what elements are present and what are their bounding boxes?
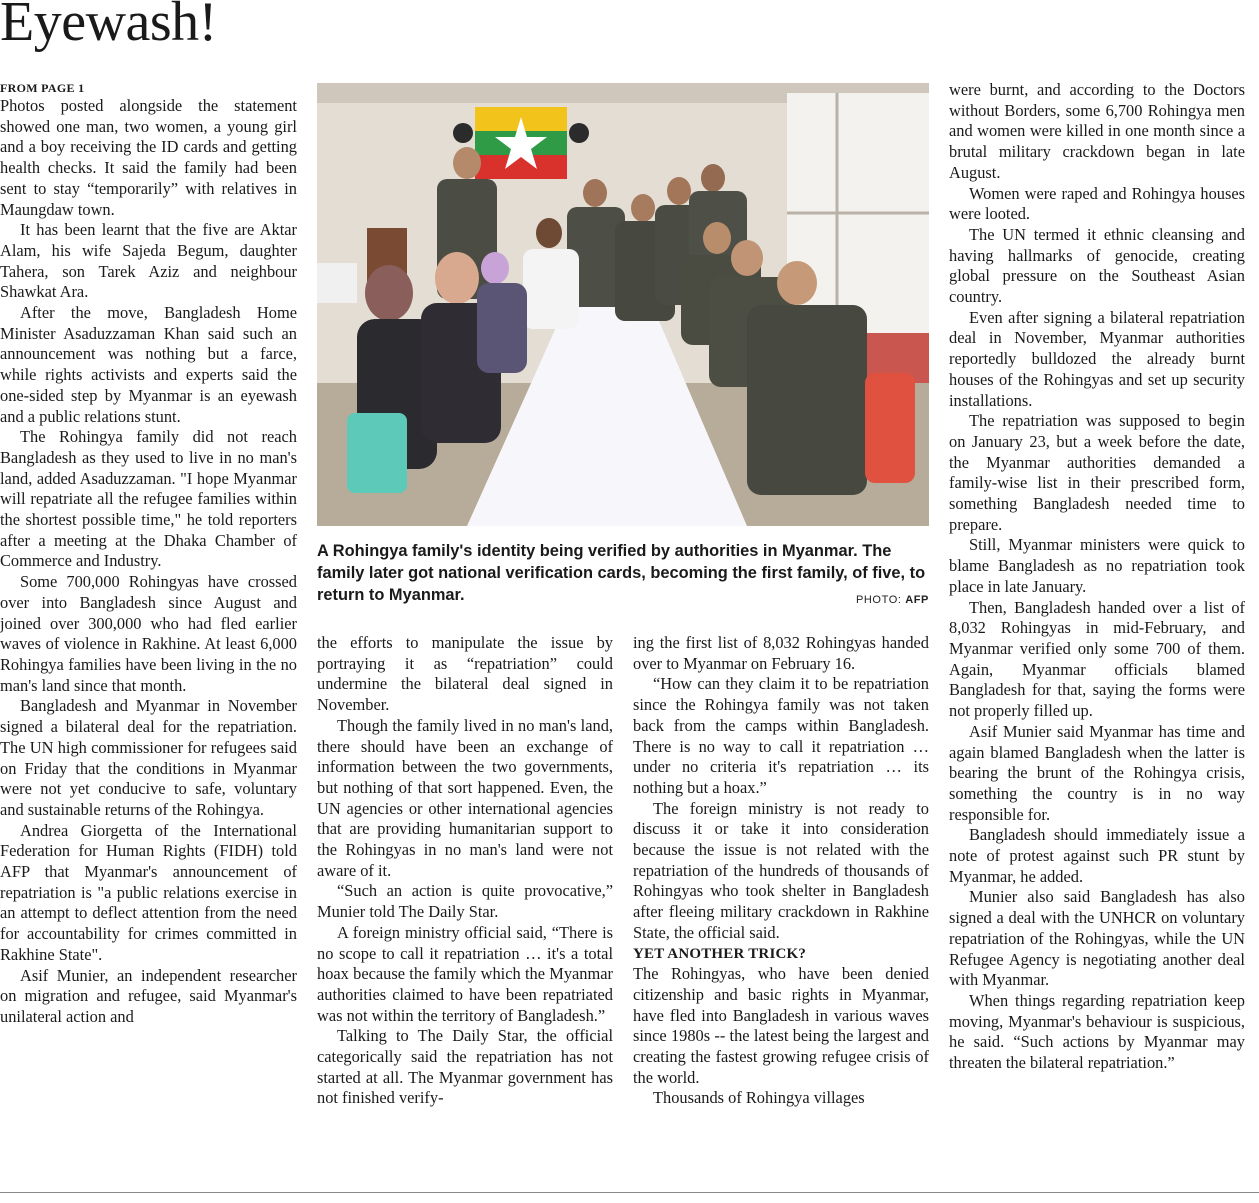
article-column-2: [317, 633, 613, 1109]
paragraph: the efforts to manipulate the issue by portraying it as “repatriation” could undermine the bilateral deal signed in November.: [317, 633, 613, 715]
paragraph: Munier also said Bangladesh has also signed a deal with the UNHCR on voluntary repatriation of the Rohingyas, while the UN Refugee Agency is negotiating another deal with Myanmar.: [949, 887, 1245, 990]
article-column-4: [949, 80, 1245, 1074]
article-column-3: [633, 633, 929, 1109]
headline: Eyewash!: [0, 0, 217, 53]
paragraph: ing the first list of 8,032 Rohingyas handed over to Myanmar on February 16.: [633, 633, 929, 673]
paragraph: A foreign ministry official said, “There is no scope to call it repatriation … it's a total hoax because the family which the Myanmar authorities claimed to have been repatriated was not within the territory of Bangladesh.”: [317, 922, 613, 1025]
paragraph: Then, Bangladesh handed over a list of 8,032 Rohingyas in mid-February, and Myanmar verified only some 700 of them. Again, Myanmar officials blamed Bangladesh for that, saying the forms were not properly filled up.: [949, 597, 1245, 721]
paragraph: Still, Myanmar ministers were quick to blame Bangladesh as no repatriation took place in late January.: [949, 535, 1245, 596]
paragraph: Thousands of Rohingya villages: [653, 1088, 865, 1108]
paragraph: The Rohingya family did not reach Bangladesh as they used to live in no man's land, added Asaduzzaman. "I hope Myanmar will repatriate all the refugee families within the shortest possible time," he told reporters after a meeting at the Dhaka Chamber of Commerce and Industry.: [0, 427, 297, 571]
flag-icon: [475, 107, 567, 179]
paragraph: Asif Munier said Myanmar has time and again blamed Bangladesh when the latter is bearing the brunt of the Rohingya crisis, something the country is in no way responsible for.: [949, 721, 1245, 824]
paragraph: Even after signing a bilateral repatriation deal in November, Myanmar authorities reportedly bulldozed the already burnt houses of the Rohingyas and set up security installations.: [949, 307, 1245, 410]
paragraph: The UN termed it ethnic cleansing and having hallmarks of genocide, creating global pressure on the Southeast Asian country.: [949, 224, 1245, 307]
photo-illustration: [317, 83, 929, 526]
photo-credit-label: PHOTO:: [855, 594, 902, 606]
paragraph: The repatriation was supposed to begin on January 23, but a week before the date, the Myanmar authorities demanded a family-wise list in their prescribed form, something Bangladesh needed time to prepare.: [949, 411, 1245, 534]
paragraph: Talking to The Daily Star, the official categorically said the repatriation has not started at all. The Myanmar government has not finished verify-: [317, 1026, 613, 1108]
paragraph: Bangladesh should immediately issue a note of protest against such PR stunt by Myanmar, he added.: [949, 825, 1245, 886]
news-photo: [317, 83, 929, 526]
paragraph: The Rohingyas, who have been denied citizenship and basic rights in Myanmar, have fled into Bangladesh in various waves since 1980s -- the latest being the largest and creating the fastest growing refugee crisis of the world.: [633, 964, 929, 1087]
paragraph: It has been learnt that the five are Aktar Alam, his wife Sajeda Begum, daughter Tahera, son Tarek Aziz and neighbour Shawkat Ara.: [0, 220, 297, 302]
from-page-label: FROM PAGE 1: [0, 81, 85, 95]
subheading: YET ANOTHER TRICK?: [633, 945, 807, 962]
paragraph: “How can they claim it to be repatriation since the Rohingya family was not taken back from the camps within Bangladesh. There is no way to call it repatriation … under no criteria it's repatriation … its nothing but a hoax.”: [633, 674, 929, 797]
paragraph: Andrea Giorgetta of the International Federation for Human Rights (FIDH) told AFP that Myanmar's announcement of repatriation is "a public relations exercise in an attempt to deflect attention from the need for accountability for crimes committed in Rakhine State".: [0, 820, 297, 964]
bottom-rule: [0, 1192, 1259, 1193]
paragraph: When things regarding repatriation keep moving, Myanmar's behaviour is suspicious, he said. “Such actions by Myanmar may threaten the bilateral repatriation.”: [949, 990, 1245, 1073]
paragraph: Women were raped and Rohingya houses were looted.: [949, 183, 1245, 224]
paragraph: were burnt, and according to the Doctors without Borders, some 6,700 Rohingya men and women were killed in one month since a brutal military crackdown began in late August.: [949, 80, 1245, 182]
paragraph: After the move, Bangladesh Home Minister Asaduzzaman Khan said such an announcement was nothing but a farce, while rights activists and experts said the one-sided step by Myanmar is an eyewash and a public relations stunt.: [0, 303, 297, 426]
paragraph: Asif Munier, an independent researcher on migration and refugee, said Myanmar's unilateral action and: [0, 965, 297, 1026]
paragraph: Though the family lived in no man's land, there should have been an exchange of information between the two governments, but nothing of that sort happened. Even, the UN agencies or other international agencies that are providing humanitarian support to the Rohingyas in no man's land were not aware of it.: [317, 715, 613, 880]
article-column-1: [0, 80, 297, 1028]
paragraph: “Such an action is quite provocative,” Munier told The Daily Star.: [317, 881, 613, 922]
paragraph: Some 700,000 Rohingyas have crossed over into Bangladesh since August and joined over 300,000 who had fled earlier waves of violence in Rakhine. At least 6,000 Rohingya families have been living in the no man's land since that month.: [0, 572, 297, 695]
photo-credit: [856, 594, 929, 606]
photo-caption: A Rohingya family's identity being verified by authorities in Myanmar. The family later got national verification cards, becoming the first family, of five, to return to Myanmar.: [317, 542, 926, 604]
photo-credit-source: AFP: [905, 594, 929, 606]
paragraph: Bangladesh and Myanmar in November signed a bilateral deal for the repatriation. The UN high commissioner for refugees said on Friday that the conditions in Myanmar were not yet conducive to safe, voluntary and sustainable returns of the Rohingya.: [0, 696, 297, 819]
paragraph: The foreign ministry is not ready to discuss it or take it into consideration because the issue is not related with the repatriation of the hundreds of thousands of Rohingyas who took shelter in Bangladesh after fleeing military crackdown in Rakhine State, the official said.: [633, 798, 929, 942]
paragraph: Photos posted alongside the statement showed one man, two women, a young girl and a boy receiving the ID cards and getting health checks. It said the family had been sent to stay “temporarily” with relatives in Maungdaw town.: [0, 96, 297, 219]
